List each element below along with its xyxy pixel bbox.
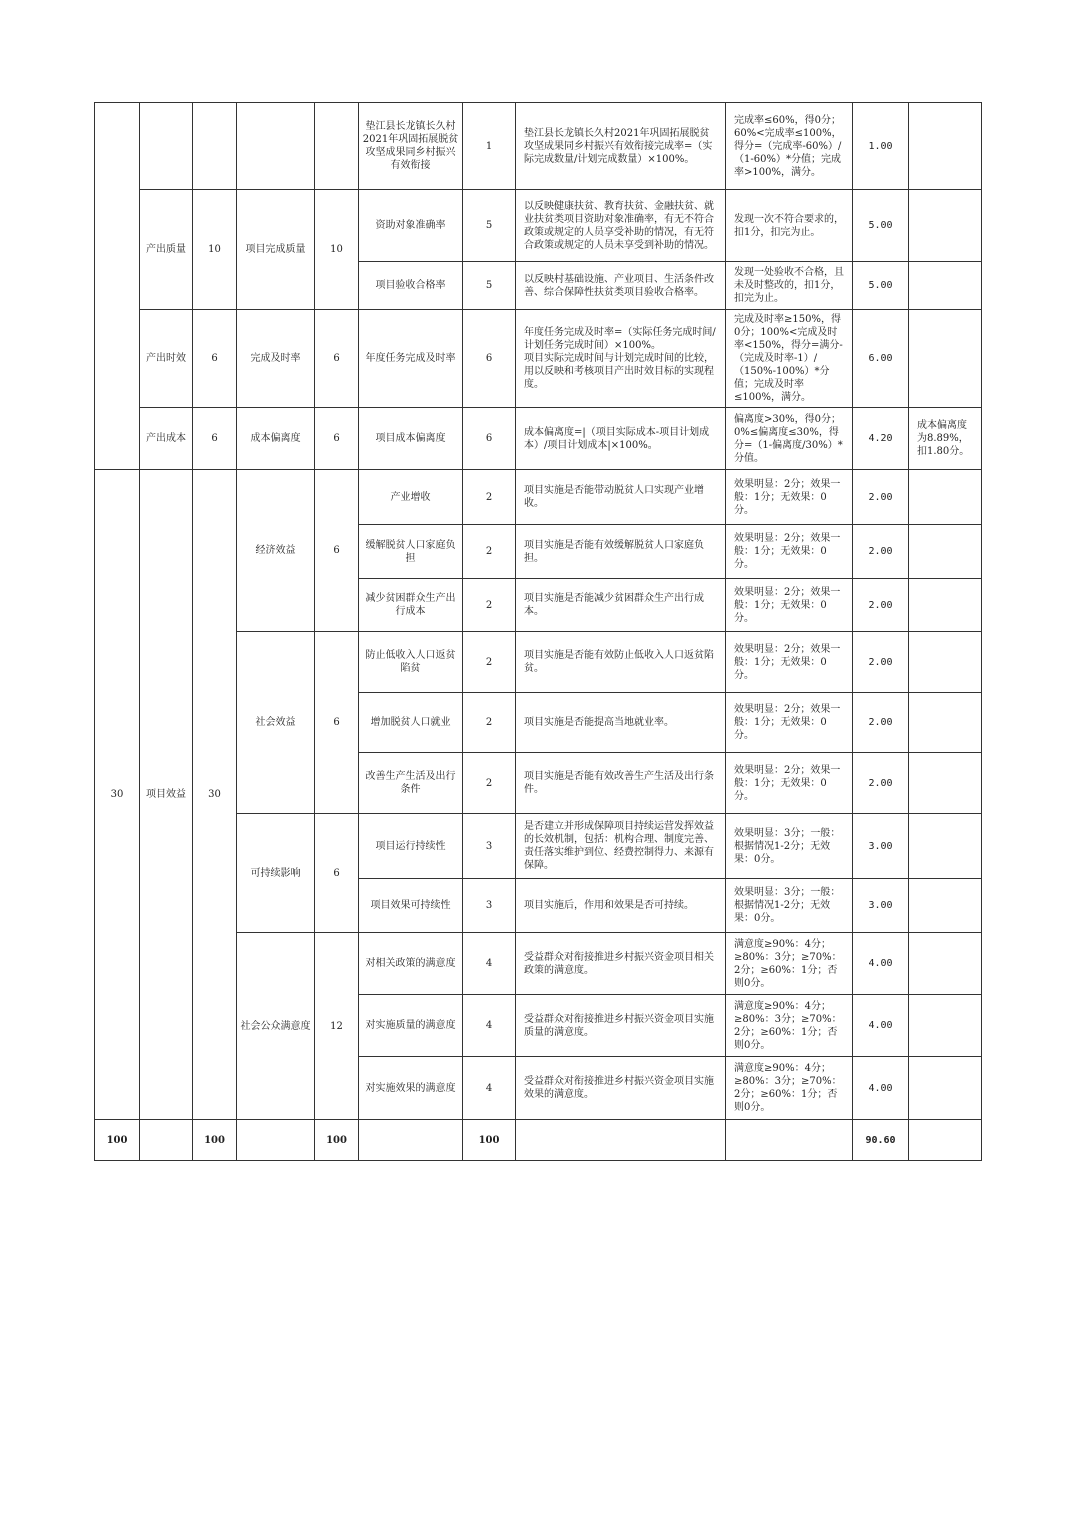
desc-cell: 项目实施是否能有效防止低收入人口返贫陷贫。 bbox=[516, 632, 726, 693]
l3-weight-cell: 10 bbox=[315, 190, 359, 310]
standard-cell: 效果明显：2分；效果一般：1分；无效果：0分。 bbox=[726, 525, 853, 579]
desc-cell: 受益群众对衔接推进乡村振兴资金项目相关政策的满意度。 bbox=[516, 933, 726, 995]
standard-cell: 效果明显：2分；效果一般：1分；无效果：0分。 bbox=[726, 632, 853, 693]
l3-cell: 经济效益 bbox=[237, 470, 315, 632]
weight-cell: 3 bbox=[463, 814, 516, 879]
l3-cell: 项目完成质量 bbox=[237, 190, 315, 310]
indicator-cell: 增加脱贫人口就业 bbox=[359, 693, 463, 753]
score-cell: 3.00 bbox=[853, 814, 909, 879]
l2-cell: 项目效益 bbox=[140, 470, 193, 1120]
desc-cell: 以反映村基础设施、产业项目、生活条件改善、综合保障性扶贫类项目验收合格率。 bbox=[516, 262, 726, 310]
indicator-cell: 垫江县长龙镇长久村2021年巩固拓展脱贫攻坚成果同乡村振兴有效衔接 bbox=[359, 103, 463, 190]
score-cell: 5.00 bbox=[853, 262, 909, 310]
weight-cell: 2 bbox=[463, 579, 516, 632]
desc-cell: 项目实施是否能提高当地就业率。 bbox=[516, 693, 726, 753]
l1-cell-output bbox=[95, 103, 140, 470]
l3-weight-cell: 6 bbox=[315, 632, 359, 814]
indicator-cell: 对相关政策的满意度 bbox=[359, 933, 463, 995]
desc-cell: 受益群众对衔接推进乡村振兴资金项目实施效果的满意度。 bbox=[516, 1057, 726, 1120]
desc-cell: 项目实施后，作用和效果是否可持续。 bbox=[516, 879, 726, 933]
weight-cell: 6 bbox=[463, 408, 516, 470]
l3-cell: 社会效益 bbox=[237, 632, 315, 814]
standard-cell: 满意度≥90%：4分；≥80%：3分；≥70%：2分；≥60%：1分；否则0分。 bbox=[726, 995, 853, 1057]
score-cell: 4.20 bbox=[853, 408, 909, 470]
standard-cell: 效果明显：2分；效果一般：1分；无效果：0分。 bbox=[726, 470, 853, 525]
l3-cell: 成本偏离度 bbox=[237, 408, 315, 470]
standard-cell: 完成及时率≥150%，得0分；100%<完成及时率<150%，得分=满分-（完成及时率-1）/（150%-100%）*分值；完成及时率≤100%，满分。 bbox=[726, 310, 853, 408]
indicator-cell: 减少贫困群众生产出行成本 bbox=[359, 579, 463, 632]
standard-cell: 效果明显：2分；效果一般：1分；无效果：0分。 bbox=[726, 753, 853, 814]
weight-cell: 2 bbox=[463, 753, 516, 814]
weight-cell: 3 bbox=[463, 879, 516, 933]
l3-weight-cell: 6 bbox=[315, 310, 359, 408]
desc-cell: 项目实施是否能带动脱贫人口实现产业增收。 bbox=[516, 470, 726, 525]
table-row bbox=[95, 408, 982, 470]
score-cell: 2.00 bbox=[853, 470, 909, 525]
indicator-cell: 缓解脱贫人口家庭负担 bbox=[359, 525, 463, 579]
desc-cell bbox=[516, 310, 726, 408]
desc-cell: 项目实施是否能减少贫困群众生产出行成本。 bbox=[516, 579, 726, 632]
l2-weight-cell: 10 bbox=[193, 190, 237, 310]
total-score: 90.60 bbox=[853, 1120, 909, 1161]
desc-cell: 受益群众对衔接推进乡村振兴资金项目实施质量的满意度。 bbox=[516, 995, 726, 1057]
score-cell: 2.00 bbox=[853, 525, 909, 579]
l3-weight-cell: 6 bbox=[315, 408, 359, 470]
table-row bbox=[95, 103, 982, 190]
total-l1-weight: 100 bbox=[95, 1120, 140, 1161]
l2-cell: 产出质量 bbox=[140, 190, 193, 310]
indicator-cell: 改善生产生活及出行条件 bbox=[359, 753, 463, 814]
score-cell: 2.00 bbox=[853, 632, 909, 693]
indicator-cell: 项目验收合格率 bbox=[359, 262, 463, 310]
standard-cell: 满意度≥90%：4分；≥80%：3分；≥70%：2分；≥60%：1分；否则0分。 bbox=[726, 933, 853, 995]
weight-cell: 1 bbox=[463, 103, 516, 190]
l2-weight-cell: 6 bbox=[193, 408, 237, 470]
indicator-cell: 产业增收 bbox=[359, 470, 463, 525]
standard-cell: 发现一处验收不合格，且未及时整改的，扣1分，扣完为止。 bbox=[726, 262, 853, 310]
desc-cell: 成本偏离度=|（项目实际成本-项目计划成本）/项目计划成本|×100%。 bbox=[516, 408, 726, 470]
desc-line: 年度任务完成及时率=（实际任务完成时间/计划任务完成时间）×100%。 bbox=[524, 327, 716, 351]
table-row bbox=[95, 470, 982, 525]
score-cell: 6.00 bbox=[853, 310, 909, 408]
indicator-cell: 对实施质量的满意度 bbox=[359, 995, 463, 1057]
indicator-cell: 项目运行持续性 bbox=[359, 814, 463, 879]
standard-cell: 满意度≥90%：4分；≥80%：3分；≥70%：2分；≥60%：1分；否则0分。 bbox=[726, 1057, 853, 1120]
weight-cell: 2 bbox=[463, 525, 516, 579]
weight-cell: 4 bbox=[463, 1057, 516, 1120]
standard-cell: 效果明显：3分；一般：根据情况1-2分；无效果：0分。 bbox=[726, 879, 853, 933]
l3-weight-cell: 6 bbox=[315, 470, 359, 632]
score-cell: 2.00 bbox=[853, 753, 909, 814]
total-l3-weight: 100 bbox=[315, 1120, 359, 1161]
score-cell: 4.00 bbox=[853, 933, 909, 995]
standard-cell: 偏离度>30%，得0分；0%≤偏离度≤30%，得分=（1-偏离度/30%）*分值。 bbox=[726, 408, 853, 470]
weight-cell: 5 bbox=[463, 190, 516, 262]
standard-cell: 效果明显：2分；效果一般：1分；无效果：0分。 bbox=[726, 693, 853, 753]
l3-cell: 完成及时率 bbox=[237, 310, 315, 408]
desc-cell: 垫江县长龙镇长久村2021年巩固拓展脱贫攻坚成果同乡村振兴有效衔接完成率=（实际完成数量/计划完成数量）×100%。 bbox=[516, 103, 726, 190]
indicator-cell: 防止低收入人口返贫陷贫 bbox=[359, 632, 463, 693]
score-cell: 4.00 bbox=[853, 995, 909, 1057]
table-row bbox=[95, 310, 982, 408]
desc-cell: 是否建立并形成保障项目持续运营发挥效益的长效机制，包括：机构合理、制度完善、责任落实维护到位、经费控制得力、来源有保障。 bbox=[516, 814, 726, 879]
total-row bbox=[95, 1120, 982, 1161]
l3-cell: 社会公众满意度 bbox=[237, 933, 315, 1120]
weight-cell: 5 bbox=[463, 262, 516, 310]
weight-cell: 2 bbox=[463, 470, 516, 525]
score-cell: 2.00 bbox=[853, 693, 909, 753]
l1-weight-cell: 30 bbox=[95, 470, 140, 1120]
indicator-cell: 资助对象准确率 bbox=[359, 190, 463, 262]
desc-cell: 以反映健康扶贫、教育扶贫、金融扶贫、就业扶贫类项目资助对象准确率，有无不符合政策或规定的人员享受补助的情况，有无符合政策或规定的人员未享受到补助的情况。 bbox=[516, 190, 726, 262]
weight-cell: 2 bbox=[463, 632, 516, 693]
total-weight: 100 bbox=[463, 1120, 516, 1161]
l2-weight-cell: 30 bbox=[193, 470, 237, 1120]
score-cell: 2.00 bbox=[853, 579, 909, 632]
l2-cell: 产出时效 bbox=[140, 310, 193, 408]
l2-cell: 产出成本 bbox=[140, 408, 193, 470]
indicator-cell: 项目成本偏离度 bbox=[359, 408, 463, 470]
weight-cell: 2 bbox=[463, 693, 516, 753]
desc-cell: 项目实施是否能有效改善生产生活及出行条件。 bbox=[516, 753, 726, 814]
standard-cell: 完成率≤60%，得0分；60%<完成率≤100%，得分=（完成率-60%）/（1-60%）*分值；完成率>100%，满分。 bbox=[726, 103, 853, 190]
score-cell: 3.00 bbox=[853, 879, 909, 933]
table-row bbox=[95, 190, 982, 262]
note-cell: 成本偏离度为8.89%，扣1.80分。 bbox=[909, 408, 982, 470]
l3-weight-cell: 6 bbox=[315, 814, 359, 933]
score-cell: 5.00 bbox=[853, 190, 909, 262]
weight-cell: 6 bbox=[463, 310, 516, 408]
l3-cell: 可持续影响 bbox=[237, 814, 315, 933]
standard-cell: 效果明显：2分；效果一般：1分；无效果：0分。 bbox=[726, 579, 853, 632]
total-l2-weight: 100 bbox=[193, 1120, 237, 1161]
standard-cell: 效果明显：3分；一般：根据情况1-2分；无效果：0分。 bbox=[726, 814, 853, 879]
indicator-cell: 年度任务完成及时率 bbox=[359, 310, 463, 408]
score-cell: 4.00 bbox=[853, 1057, 909, 1120]
desc-cell: 项目实施是否能有效缓解脱贫人口家庭负担。 bbox=[516, 525, 726, 579]
indicator-cell: 项目效果可持续性 bbox=[359, 879, 463, 933]
score-cell: 1.00 bbox=[853, 103, 909, 190]
desc-line: 项目实际完成时间与计划完成时间的比较，用以反映和考核项目产出时效目标的实现程度。 bbox=[524, 353, 714, 390]
weight-cell: 4 bbox=[463, 933, 516, 995]
standard-cell: 发现一次不符合要求的，扣1分，扣完为止。 bbox=[726, 190, 853, 262]
l2-weight-cell: 6 bbox=[193, 310, 237, 408]
l3-weight-cell: 12 bbox=[315, 933, 359, 1120]
indicator-cell: 对实施效果的满意度 bbox=[359, 1057, 463, 1120]
performance-table bbox=[94, 102, 982, 1161]
weight-cell: 4 bbox=[463, 995, 516, 1057]
